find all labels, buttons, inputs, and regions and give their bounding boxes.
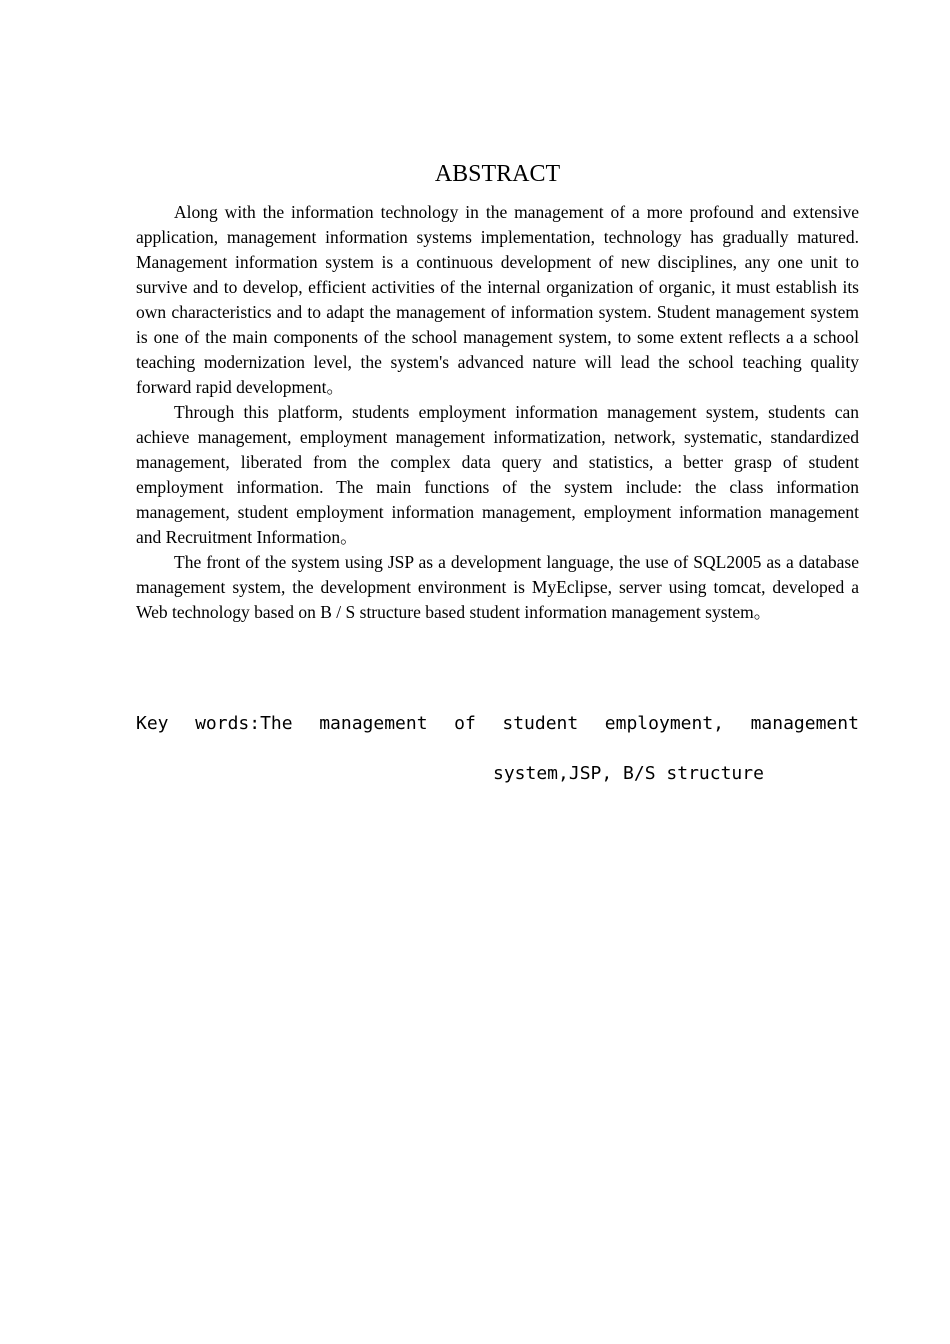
abstract-paragraph-2: Through this platform, students employment information management system, students can achieve management, employment management informatization, network, systematic, standardized management, liberated from the complex data query and statistics, a better grasp of student employment information. The main functions of the system include: the class information management, student employment information management, employment information management and Recruitment Information。	[136, 402, 859, 547]
keyword-token: words:The	[195, 713, 293, 734]
abstract-title: ABSTRACT	[434, 161, 561, 187]
keyword-token: employment,	[604, 713, 725, 734]
keyword-token: student	[502, 713, 579, 734]
abstract-body	[136, 200, 859, 625]
keyword-token: of	[454, 713, 476, 734]
keyword-token: management	[750, 713, 859, 734]
abstract-paragraph-1: Along with the information technology in the management of a more profound and extensive application, management information systems implementation, technology has gradually matured. Management information system is a continuous development of new disciplines, any one unit to survive and to develop, efficient activities of the internal organization of organic, it must establish its own characteristics and to adapt the management of information system. Student management system is one of the main components of the school management system, to some extent reflects a a school teaching modernization level, the system's advanced nature will lead the school teaching quality forward rapid development。	[136, 202, 859, 397]
abstract-paragraph-3: The front of the system using JSP as a development language, the use of SQL2005 as a database management system, the development environment is MyEclipse, server using tomcat, developed a Web technology based on B / S structure based student information management system。	[136, 552, 859, 622]
keywords-line-2: system,JSP, B/S structure	[493, 763, 764, 784]
keywords-line-1	[136, 712, 859, 736]
keyword-token: management	[319, 713, 428, 734]
keyword-token: Key	[136, 713, 169, 734]
